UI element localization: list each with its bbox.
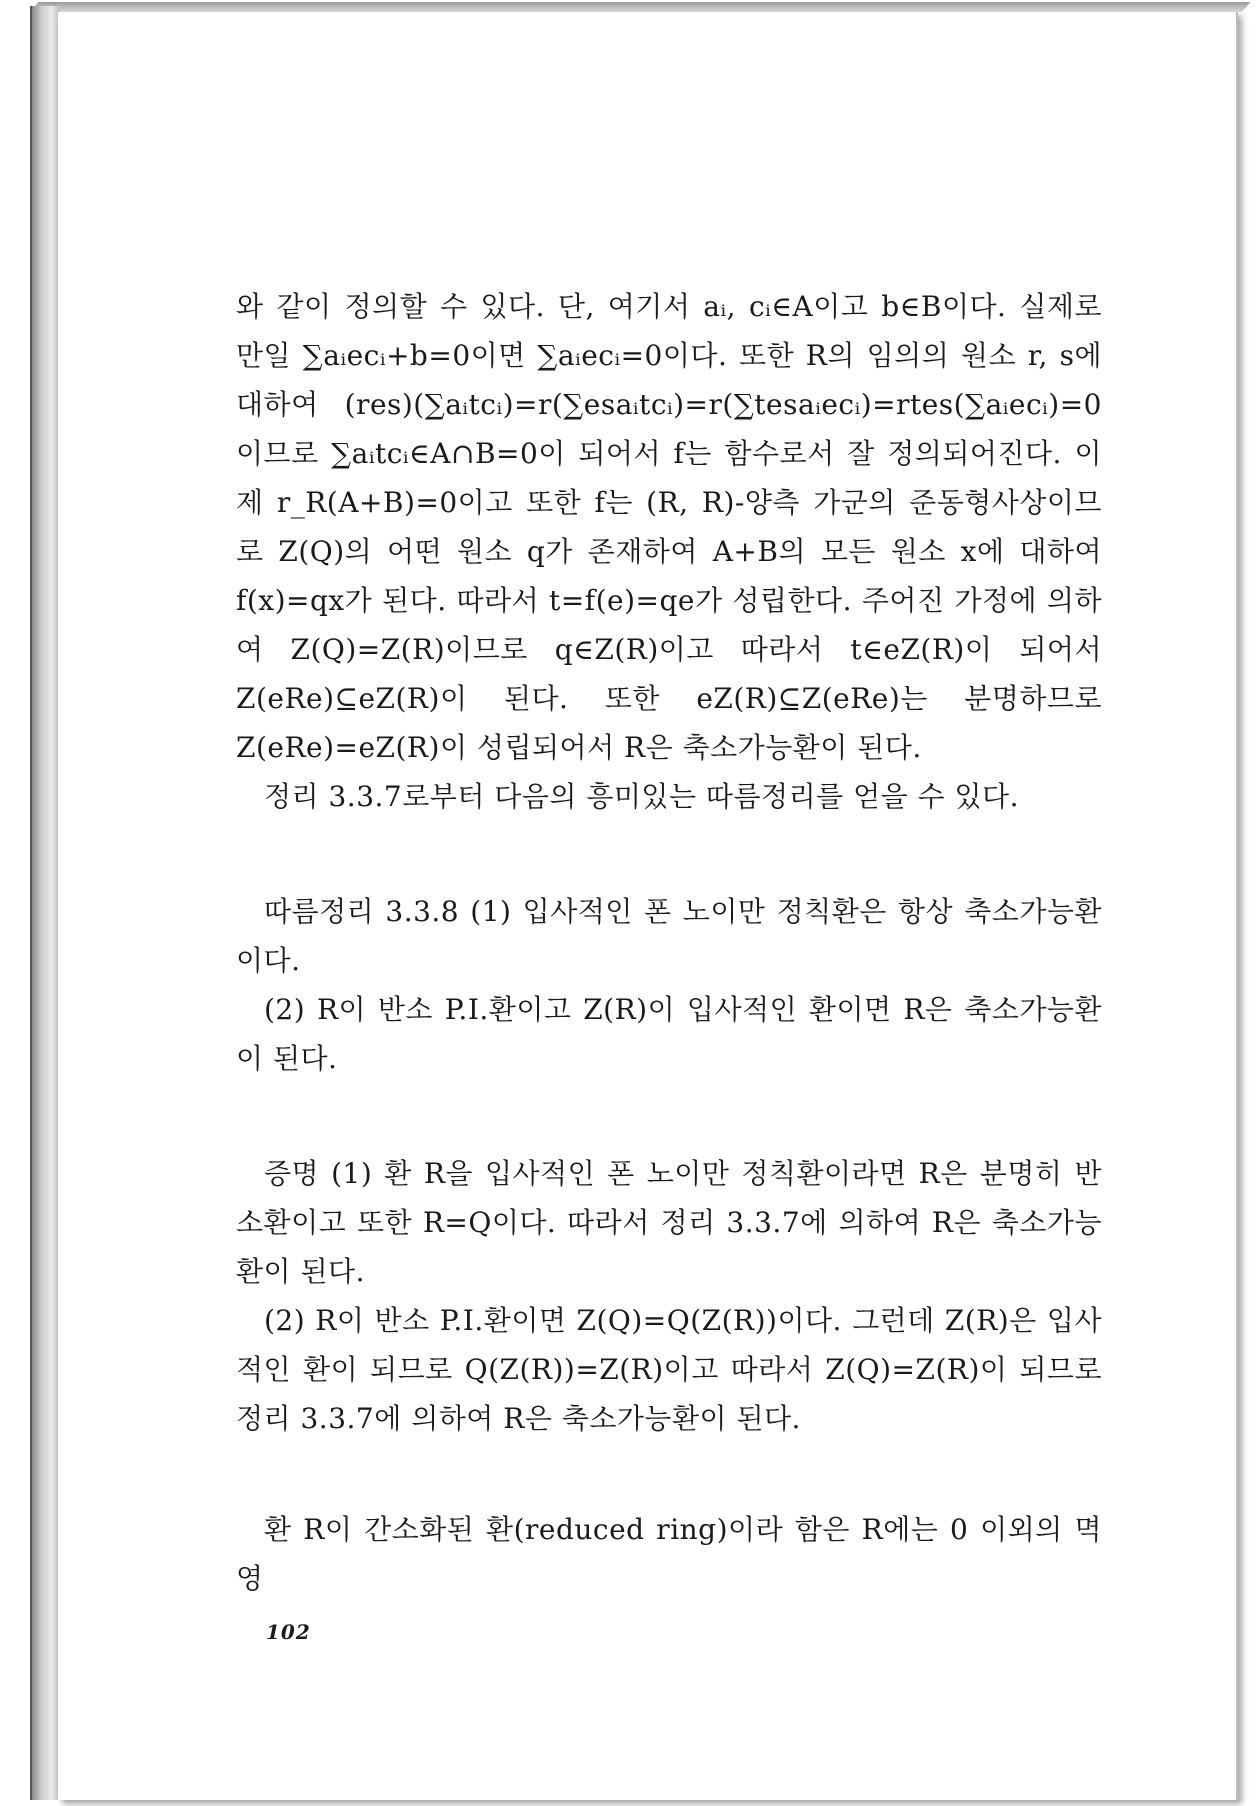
proof-part-1: 증명 (1) 환 R을 입사적인 폰 노이만 정칙환이라면 R은 분명히 반소환이고 또한 R=Q이다. 따라서 정리 3.3.7에 의하여 R은 축소가능환이 된다. xyxy=(236,1157,1102,1288)
corollary-3-3-8-part-1: 따름정리 3.3.8 (1) 입사적인 폰 노이만 정칙환은 항상 축소가능환이다. xyxy=(236,895,1102,977)
page-number: 102 xyxy=(266,1620,311,1644)
proof-continuation-paragraph: 와 같이 정의할 수 있다. 단, 여기서 aᵢ, cᵢ∈A이고 b∈B이다. 실제로 만일 ∑aᵢecᵢ+b=0이면 ∑aᵢecᵢ=0이다. 또한 R의 임의의 원소 r, s에 대하여 (res)(∑aᵢtcᵢ)=r(∑esaᵢtcᵢ)=r(∑tesaᵢecᵢ)=rtes(∑aᵢecᵢ)=0이므로 ∑aᵢtcᵢ∈A∩B=0이 되어서 f는 함수로서 잘 정의되어진다. 이제 r_R(A+B)=0이고 또한 f는 (R, R)-양측 가군의 준동형사상이므로 Z(Q)의 어떤 원소 q가 존재하여 A+B의 모든 원소 x에 대하여 f(x)=qx가 된다. 따라서 t=f(e)=qe가 성립한다. 주어진 가정에 의하여 Z(Q)=Z(R)이므로 q∈Z(R)이고 따라서 t∈eZ(R)이 되어서 Z(eRe)⊆eZ(R)이 된다. 또한 eZ(R)⊆Z(eRe)는 분명하므로 Z(eRe)=eZ(R)이 성립되어서 R은 축소가능환이 된다. xyxy=(236,290,1102,764)
proof-part-2: (2) R이 반소 P.I.환이면 Z(Q)=Q(Z(R))이다. 그런데 Z(R)은 입사적인 환이 되므로 Q(Z(R))=Z(R)이고 따라서 Z(Q)=Z(R)이 되므로 정리 3.3.7에 의하여 R은 축소가능환이 된다. xyxy=(236,1304,1102,1435)
book-spine-edge xyxy=(30,6,60,1800)
page-body xyxy=(236,282,1102,1603)
reduced-ring-definition: 환 R이 간소화된 환(reduced ring)이라 함은 R에는 0 이외의 멱영 xyxy=(236,1513,1102,1595)
book-top-edge xyxy=(30,2,1250,12)
transition-sentence: 정리 3.3.7로부터 다음의 흥미있는 따름정리를 얻을 수 있다. xyxy=(264,780,1020,813)
corollary-3-3-8-part-2: (2) R이 반소 P.I.환이고 Z(R)이 입사적인 환이면 R은 축소가능환이 된다. xyxy=(236,993,1102,1075)
